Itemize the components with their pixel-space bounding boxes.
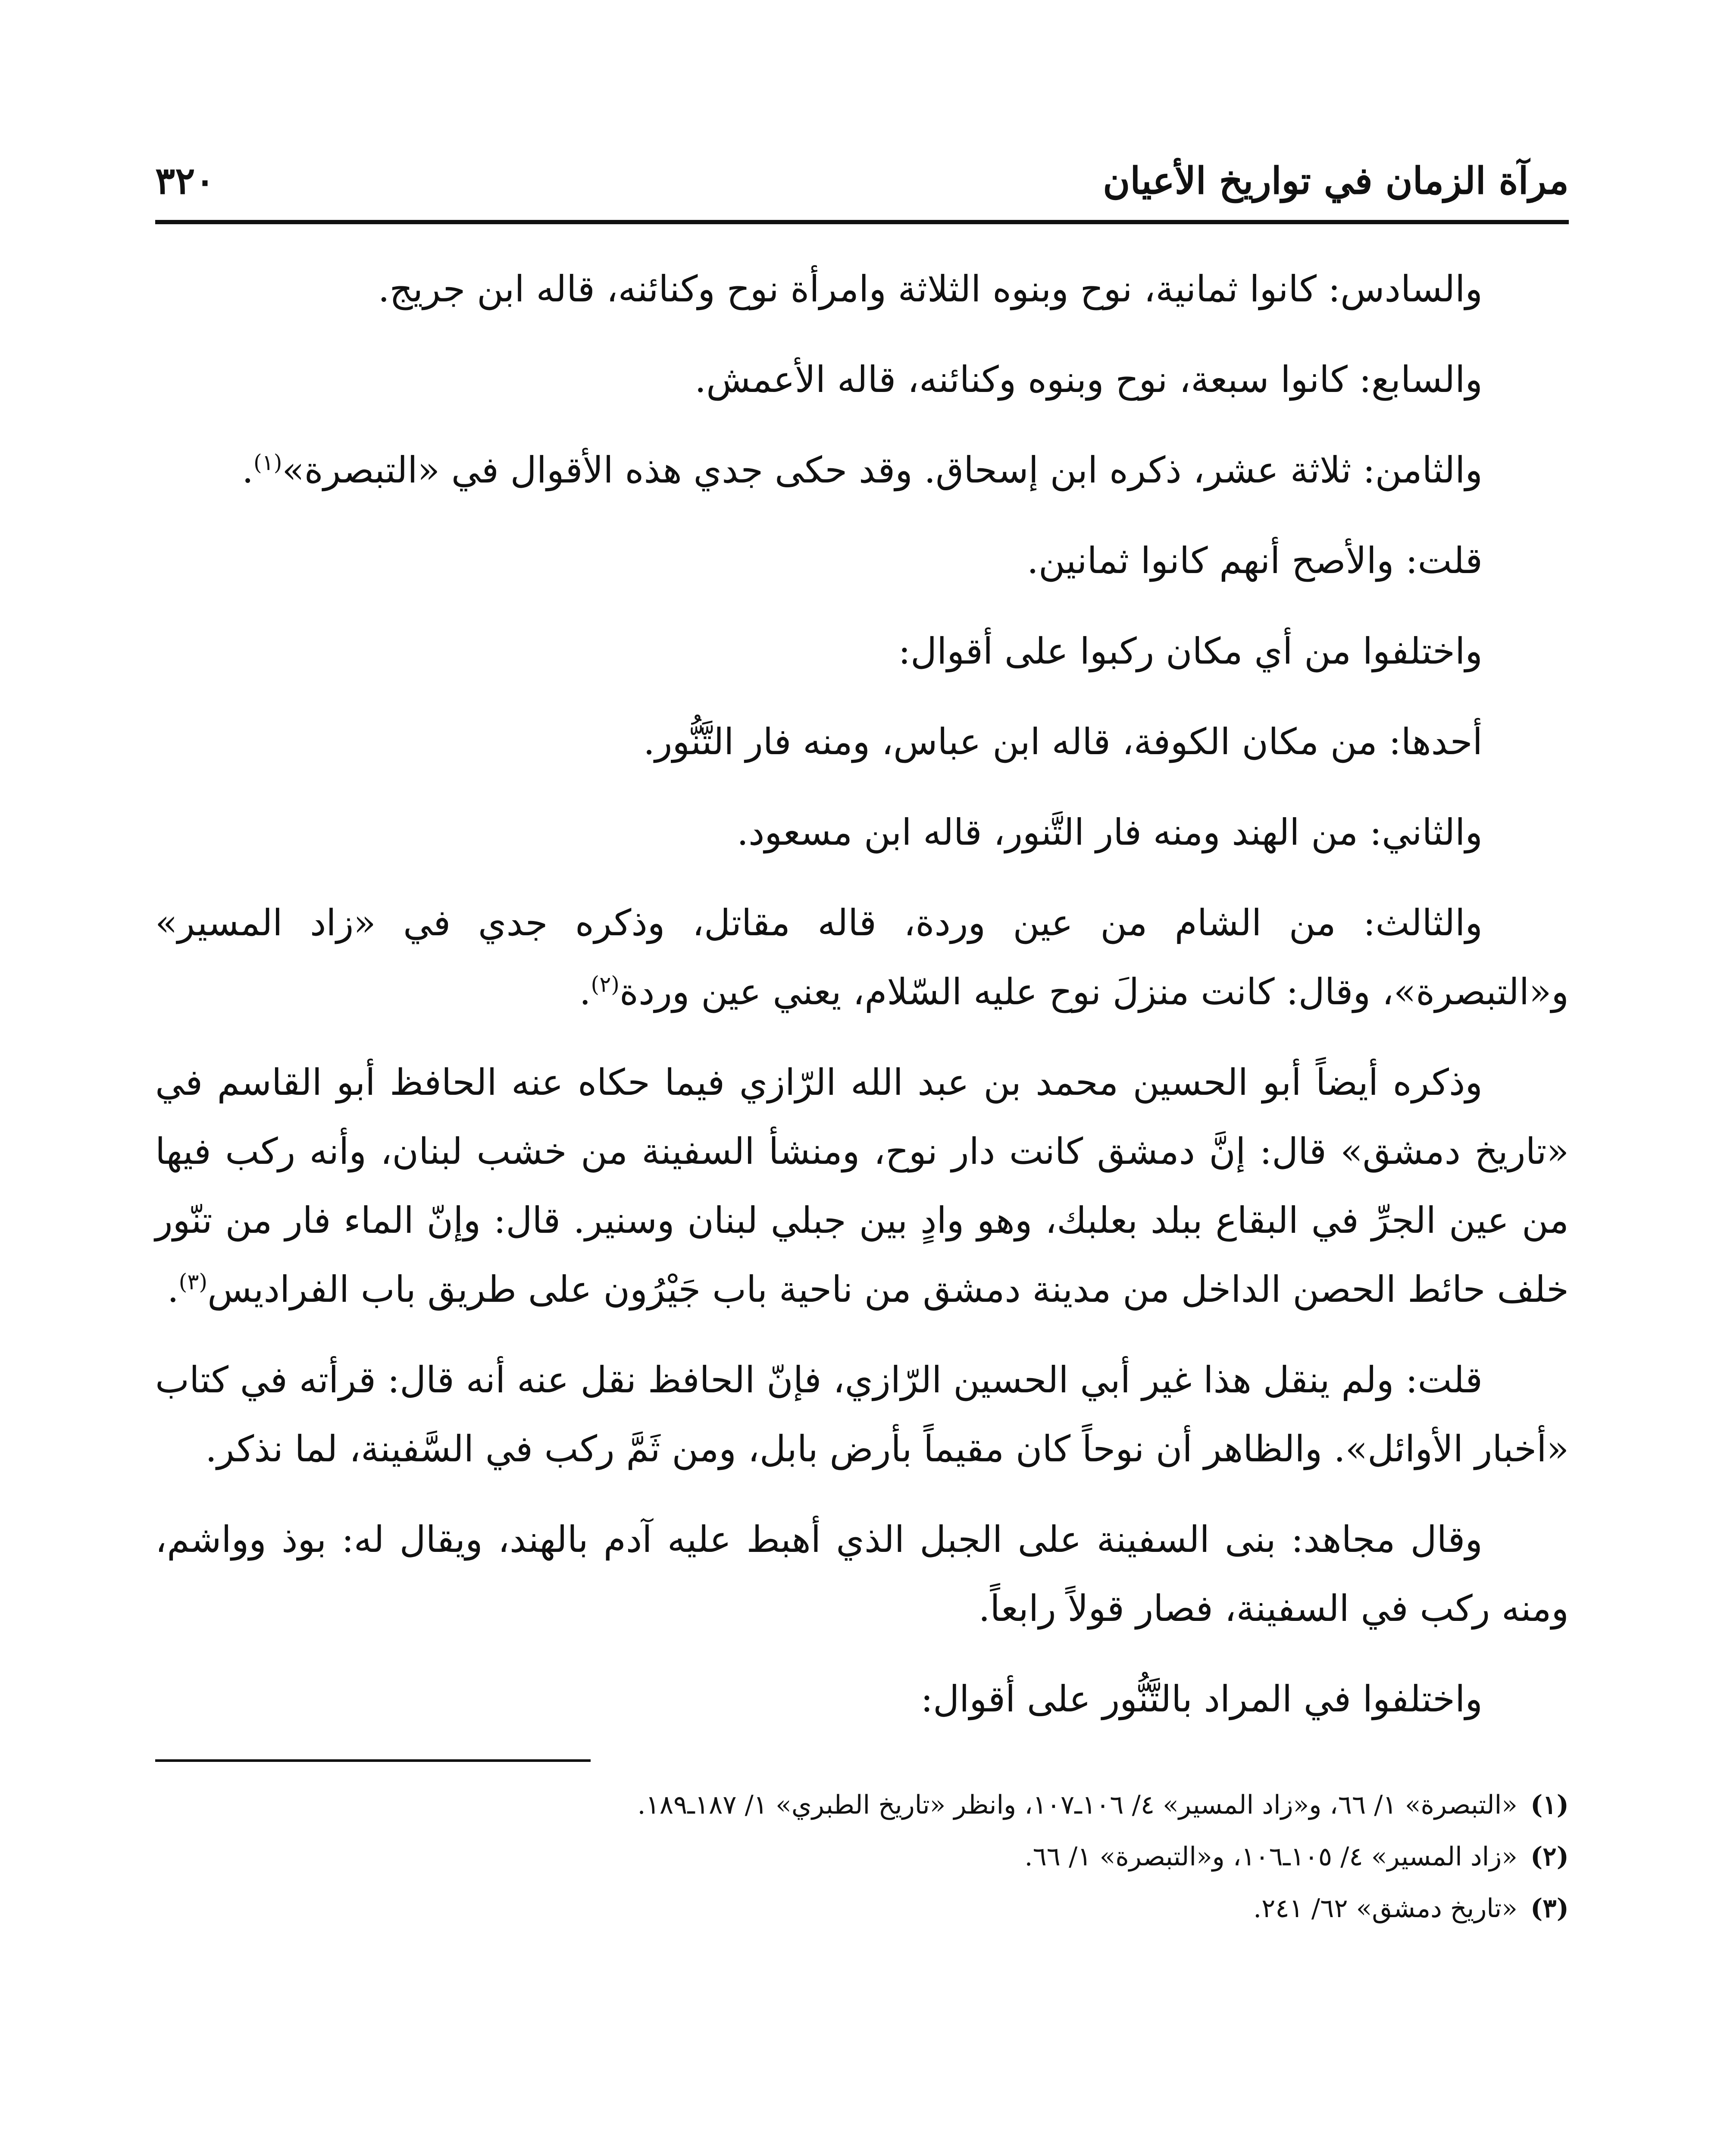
paragraph: والسابع: كانوا سبعة، نوح وبنوه وكنائنه، قاله الأعمش.	[695, 358, 1483, 401]
footnote	[155, 1779, 1569, 1831]
running-header	[155, 129, 1569, 224]
footnote-number: (٣)	[1530, 1893, 1569, 1924]
footnote-text: «زاد المسير» ٤/ ١٠٥ـ١٠٦، و«التبصرة» ١/ ٦٦.	[1024, 1842, 1517, 1872]
footnote-number: (٢)	[1530, 1842, 1569, 1872]
paragraph: واختلفوا في المراد بالتَّنُّور على أقوال:	[920, 1678, 1483, 1720]
paragraph: قلت: ولم ينقل هذا غير أبي الحسين الرّازي، فإنّ الحافظ نقل عنه أنه قال: قرأته في كتاب «أخبار الأوائل». والظاهر أن نوحاً كان مقيماً بأرض بابل، ومن ثَمَّ ركب في السَّفينة، لما نذكر.	[155, 1359, 1569, 1470]
footnotes	[155, 1779, 1569, 1934]
paragraph: وذكره أيضاً أبو الحسين محمد بن عبد الله الرّازي فيما حكاه عنه الحافظ أبو القاسم في «تاريخ دمشق» قال: إنَّ دمشق كانت دار نوح، ومنشأ السفينة من خشب لبنان، وأنه ركب فيها من عين الجرِّ في البقاع ببلد بعلبك، وهو وادٍ بين جبلي لبنان وسنير. قال: وإنّ الماء فار من تنّور خلف حائط الحصن الداخل من مدينة دمشق من ناحية باب جَيْرُون على طريق باب الفراديس$^{(٣)}$.	[155, 1061, 1569, 1310]
book-title: مرآة الزمان في تواريخ الأعيان	[1103, 159, 1569, 203]
paragraph: والسادس: كانوا ثمانية، نوح وبنوه الثلاثة وامرأة نوح وكنائنه، قاله ابن جريج.	[378, 268, 1483, 310]
footnote-marker[interactable]: (٣)	[178, 1269, 208, 1294]
paragraph: والثاني: من الهند ومنه فار التَّنور، قاله ابن مسعود.	[737, 811, 1483, 853]
footnote-number: (١)	[1530, 1790, 1569, 1820]
footnote	[155, 1831, 1569, 1883]
main-text	[155, 254, 1569, 1733]
paragraph: والثامن: ثلاثة عشر، ذكره ابن إسحاق. وقد حكى جدي هذه الأقوال في «التبصرة»$^{(١)}$.	[242, 449, 1483, 491]
footnote-divider	[155, 1759, 591, 1762]
page-number: ٣٢٠	[155, 159, 215, 203]
paragraph: وقال مجاهد: بنى السفينة على الجبل الذي أهبط عليه آدم بالهند، ويقال له: بوذ وواشم، ومنه ركب في السفينة، فصار قولاً رابعاً.	[155, 1518, 1569, 1630]
footnote-marker[interactable]: (١)	[253, 450, 282, 475]
footnote-text: «تاريخ دمشق» ٦٢/ ٢٤١.	[1253, 1893, 1517, 1924]
paragraph: أحدها: من مكان الكوفة، قاله ابن عباس، ومنه فار التَّنُّور.	[643, 721, 1483, 763]
paragraph: قلت: والأصح أنهم كانوا ثمانين.	[1027, 539, 1483, 582]
paragraph: والثالث: من الشام من عين وردة، قاله مقاتل، وذكره جدي في «زاد المسير» و«التبصرة»، وقال: كانت منزلَ نوح عليه السّلام، يعني عين وردة$^{(٢)}$.	[155, 902, 1569, 1013]
paragraph: واختلفوا من أي مكان ركبوا على أقوال:	[898, 630, 1483, 672]
footnote-text: «التبصرة» ١/ ٦٦، و«زاد المسير» ٤/ ١٠٦ـ١٠٧، وانظر «تاريخ الطبري» ١/ ١٨٧ـ١٨٩.	[637, 1790, 1517, 1820]
footnote	[155, 1883, 1569, 1934]
footnote-marker[interactable]: (٢)	[591, 971, 620, 997]
